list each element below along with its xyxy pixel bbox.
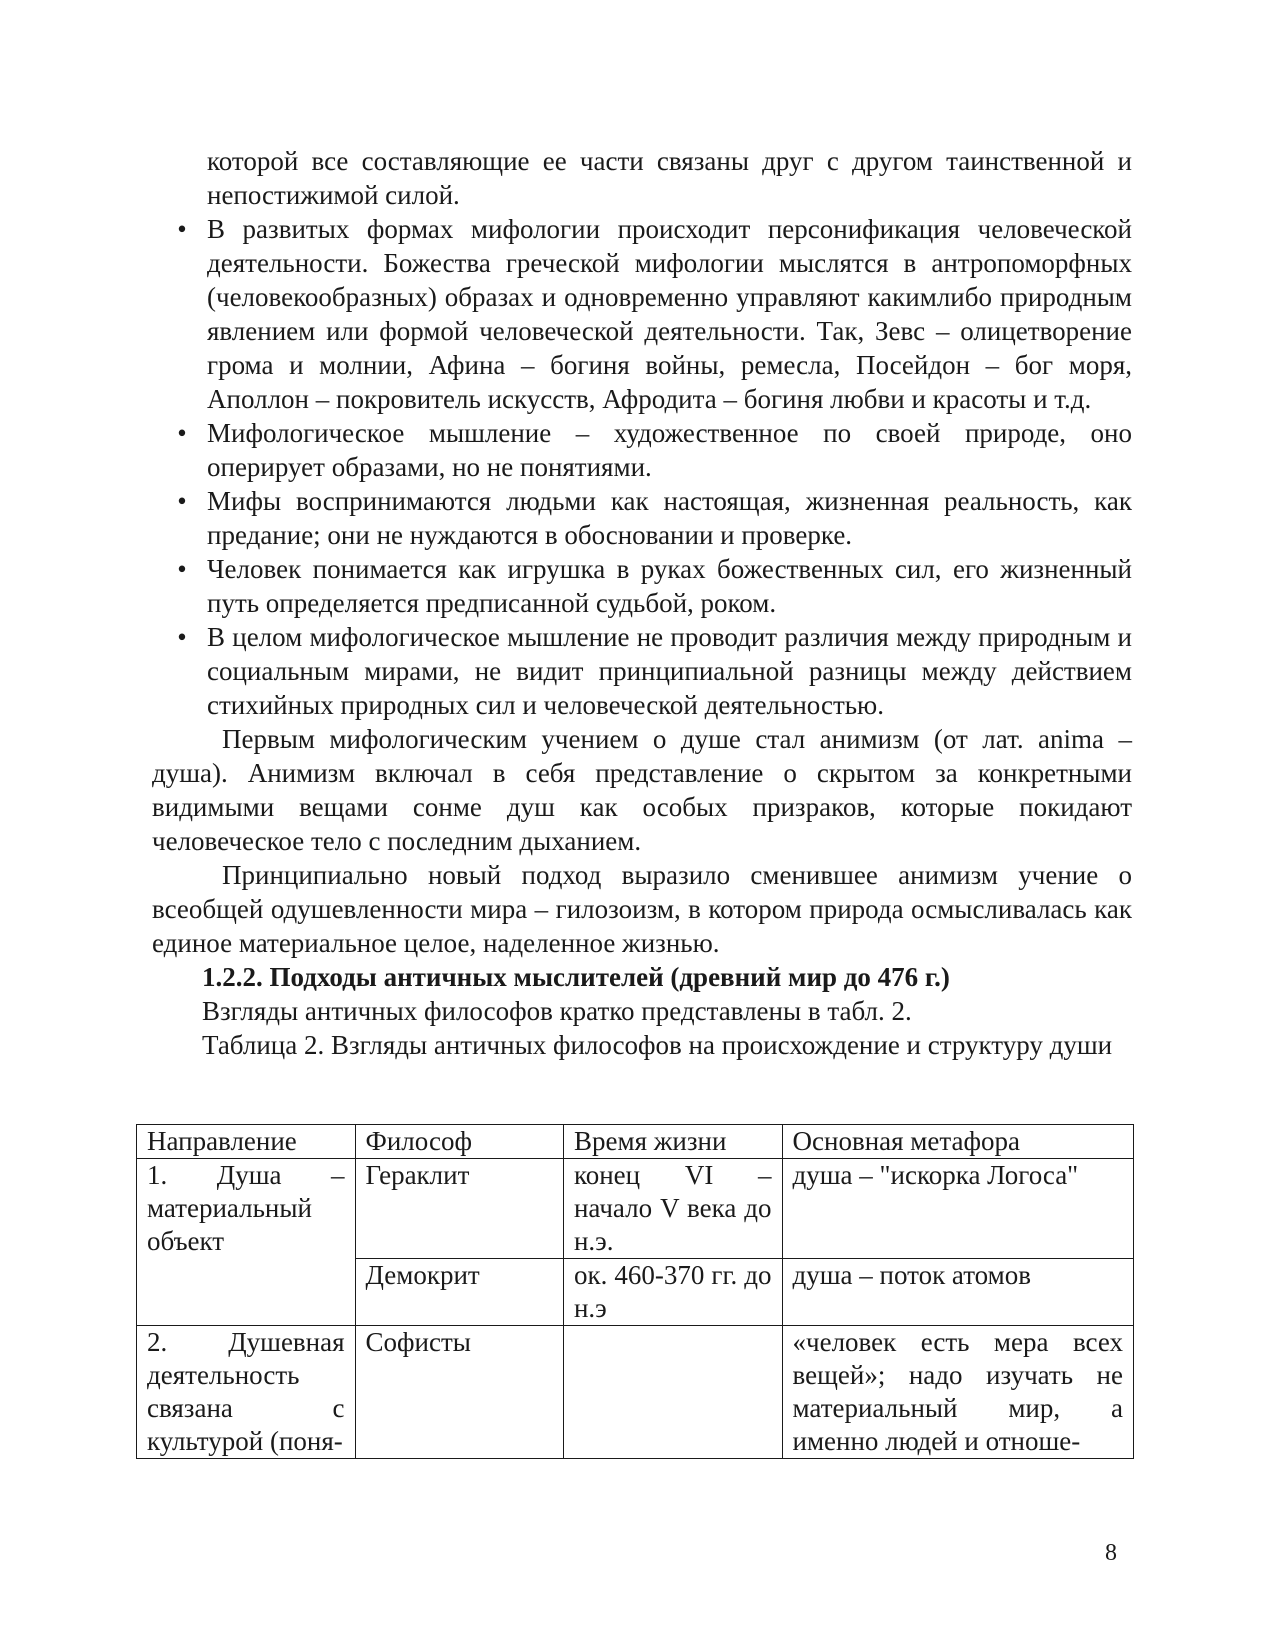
metaphor-cell: душа – "искорка Логоса" <box>782 1159 1133 1259</box>
bullet-item <box>152 484 1132 552</box>
philosopher-cell: Гераклит <box>355 1159 563 1259</box>
table-header-row <box>137 1125 1134 1159</box>
bullet-text: Мифы воспринимаются людьми как настоящая, жизненная реальность, как предание; они не нуждаются в обосновании и проверке. <box>207 486 1132 550</box>
bullet-text: Человек понимается как игрушка в руках божественных сил, его жизненный путь определяется предписанной судьбой, роком. <box>207 554 1132 618</box>
bullet-icon: • <box>177 554 187 584</box>
bullet-item <box>152 620 1132 722</box>
metaphor-cell: «человек есть мера всех вещей»; надо изучать не материальный мир, а именно людей и отноше- <box>782 1326 1133 1459</box>
bullet-icon: • <box>177 418 187 448</box>
header-direction: Направление <box>137 1125 356 1159</box>
lifetime-cell: ок. 460-370 гг. до н.э <box>563 1259 782 1326</box>
table-row <box>137 1326 1134 1459</box>
hylozoism-paragraph: Принципиально новый подход выразило сменившее анимизм учение о всеобщей одушевленности мира – гилозоизм, в котором природа осмысливалась как единое материальное целое, наделенное жизнью. <box>152 860 1132 958</box>
header-philosopher: Философ <box>355 1125 563 1159</box>
bullet-icon: • <box>177 214 187 244</box>
table-caption: Таблица 2. Взгляды античных философов на происхождение и структуру души <box>202 1030 1113 1060</box>
philosopher-cell: Демокрит <box>355 1259 563 1326</box>
bullet-icon: • <box>177 486 187 516</box>
section-intro: Взгляды античных философов кратко представлены в табл. 2. <box>202 996 912 1026</box>
metaphor-cell: душа – поток атомов <box>782 1259 1133 1326</box>
bullet-text: В развитых формах мифологии происходит персонификация человеческой деятельности. Божества греческой мифологии мыслятся в антропоморфных (человекообразных) образах и одновременно управляют какимлибо природным явлением или формой человеческой деятельности. Так, Зевс – олицетворение грома и молнии, Афина – богиня войны, ремесла, Посейдон – бог моря, Аполлон – покровитель искусств, Афродита – богиня любви и красоты и т.д. <box>207 214 1132 414</box>
animism-paragraph: Первым мифологическим учением о душе стал анимизм (от лат. anima – душа). Анимизм включал в себя представление о скрытом за конкретными видимыми вещами сонме душ как особых призраков, которые покидают человеческое тело с последним дыханием. <box>152 724 1132 856</box>
section-heading: 1.2.2. Подходы античных мыслителей (древний мир до 476 г.) <box>202 962 950 992</box>
header-lifetime: Время жизни <box>563 1125 782 1159</box>
header-metaphor: Основная метафора <box>782 1125 1133 1159</box>
table-row <box>137 1159 1134 1259</box>
bullet-item <box>152 212 1132 416</box>
page-number: 8 <box>1105 1540 1117 1566</box>
page-body <box>152 144 1132 1062</box>
bullet-item <box>152 416 1132 484</box>
direction-cell: 2. Душевная деятельность связана с культурой (поня- <box>137 1326 356 1459</box>
lifetime-cell <box>563 1326 782 1459</box>
bullet-icon: • <box>177 622 187 652</box>
direction-cell: 1. Душа – материальный объект <box>137 1159 356 1326</box>
lifetime-cell: конец VI – начало V века до н.э. <box>563 1159 782 1259</box>
bullet-item <box>152 552 1132 620</box>
bullet-text: В целом мифологическое мышление не проводит различия между природным и социальным мирами, не видит принципиальной разницы между действием стихийных природных сил и человеческой деятельностью. <box>207 622 1132 720</box>
philosopher-cell: Софисты <box>355 1326 563 1459</box>
continuation-paragraph: которой все составляющие ее части связаны друг с другом таинственной и непостижимой силой. <box>207 146 1132 210</box>
bullet-text: Мифологическое мышление – художественное по своей природе, оно оперирует образами, но не понятиями. <box>207 418 1132 482</box>
philosophers-table <box>136 1124 1134 1459</box>
